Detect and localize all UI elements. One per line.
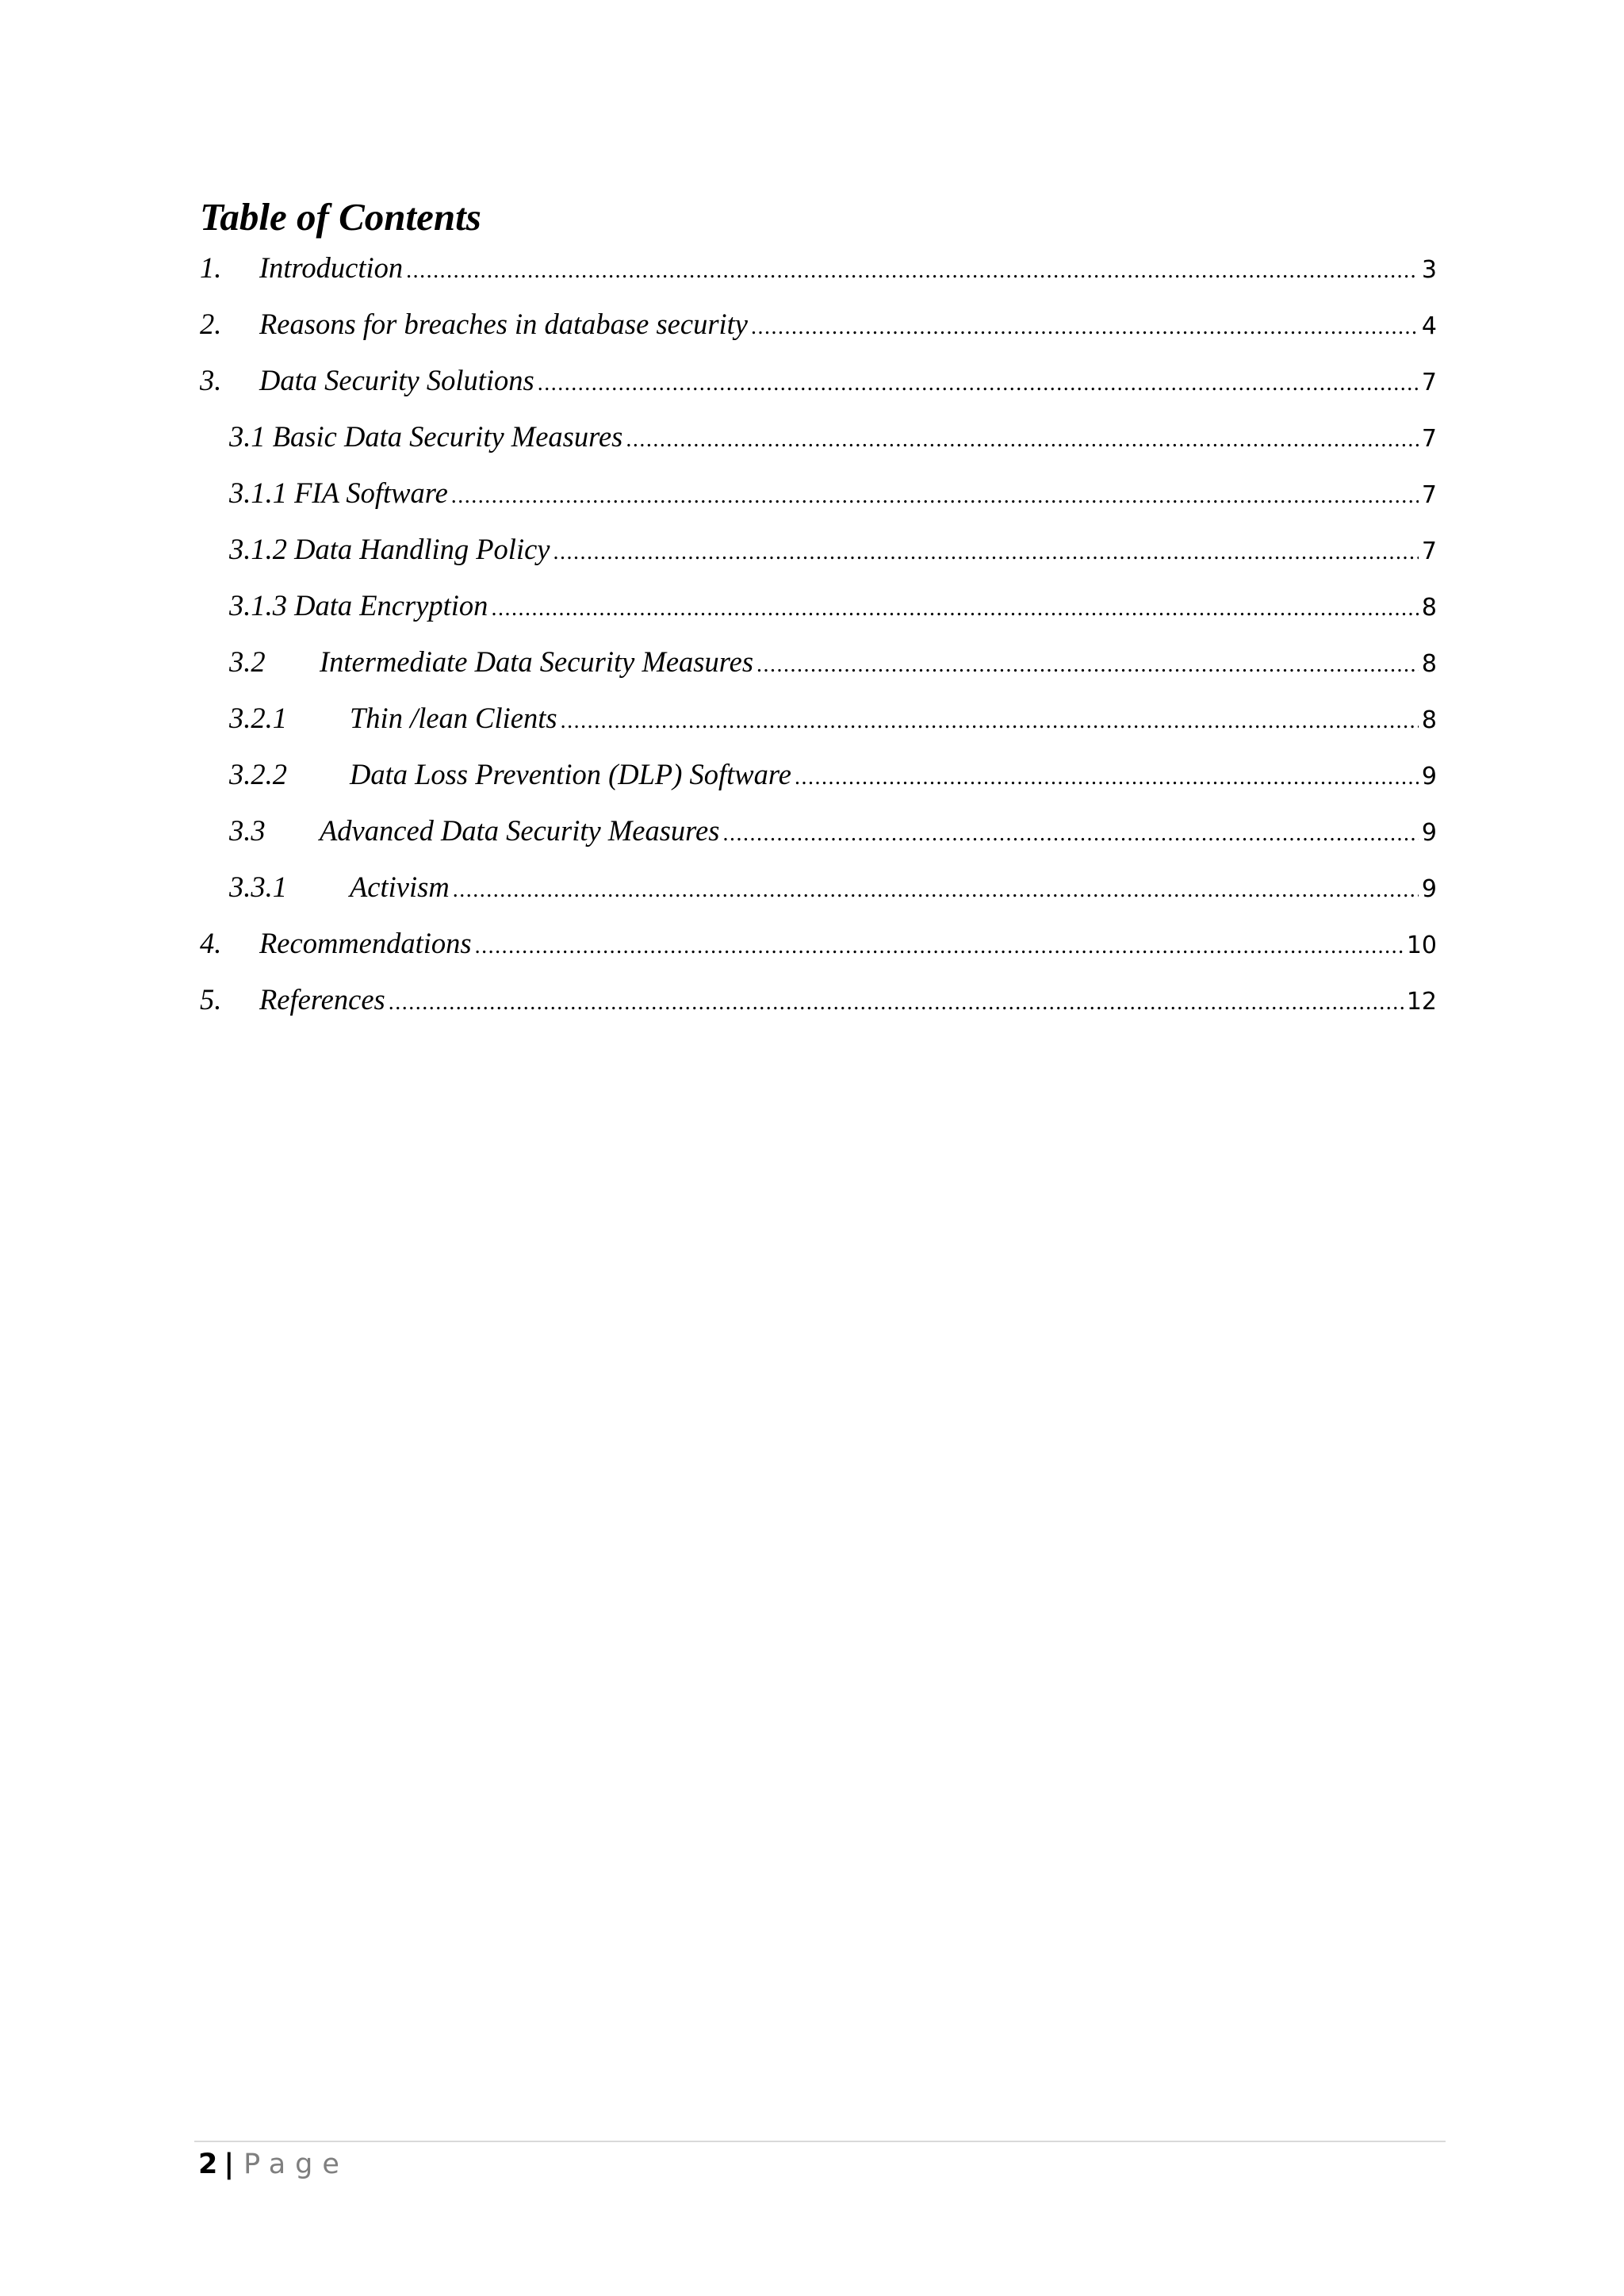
toc-heading: Table of Contents xyxy=(200,195,481,239)
footer-page-label: Page xyxy=(243,2149,349,2180)
dot-leader xyxy=(451,476,1419,517)
toc-entry-number: 1. xyxy=(200,251,222,284)
toc-entry-fia-software[interactable] xyxy=(200,473,1437,529)
footer-divider xyxy=(194,2141,1446,2142)
toc-entry-number: 5. xyxy=(200,983,222,1016)
toc-entry-number: 3.2.2 xyxy=(229,758,287,790)
toc-entry-number: 3.2.1 xyxy=(229,702,287,734)
toc-entry-introduction[interactable] xyxy=(200,247,1437,304)
toc-entry-title: 3.1 Basic Data Security Measures xyxy=(229,420,623,453)
toc-entry-page: 7 xyxy=(1421,369,1437,396)
dot-leader xyxy=(756,645,1419,686)
toc-entry-page: 8 xyxy=(1421,706,1437,734)
toc-entry-page: 8 xyxy=(1421,594,1437,622)
toc-entry-title: Data Loss Prevention (DLP) Software xyxy=(350,758,791,790)
dot-leader xyxy=(626,419,1419,461)
dot-leader xyxy=(453,870,1419,911)
toc-entry-title: Introduction xyxy=(259,251,404,284)
dot-leader xyxy=(406,251,1419,292)
toc-entry-data-handling-policy[interactable] xyxy=(200,529,1437,585)
toc-entry-page: 10 xyxy=(1406,932,1437,959)
toc-entry-page: 7 xyxy=(1421,538,1437,565)
page-footer xyxy=(198,2145,349,2183)
toc-entry-data-security-solutions[interactable] xyxy=(200,360,1437,416)
toc-entry-title: Thin /lean Clients xyxy=(350,702,557,734)
dot-leader xyxy=(722,813,1418,855)
toc-entry-page: 12 xyxy=(1406,988,1437,1016)
toc-entry-data-encryption[interactable] xyxy=(200,585,1437,641)
footer-separator: | xyxy=(224,2149,235,2180)
toc-entry-number: 3.3.1 xyxy=(229,871,287,903)
dot-leader xyxy=(751,307,1419,348)
toc-entry-page: 9 xyxy=(1421,763,1437,790)
toc-entry-page: 9 xyxy=(1421,875,1437,903)
toc-entry-page: 7 xyxy=(1421,481,1437,509)
toc-entry-references[interactable] xyxy=(200,979,1437,1035)
toc-entry-recommendations[interactable] xyxy=(200,923,1437,979)
toc-entry-page: 7 xyxy=(1421,425,1437,453)
toc-list xyxy=(200,247,1437,1035)
toc-entry-intermediate-measures[interactable] xyxy=(200,641,1437,698)
toc-entry-dlp-software[interactable] xyxy=(200,754,1437,810)
dot-leader xyxy=(538,363,1419,404)
dot-leader xyxy=(553,532,1419,573)
toc-entry-thin-lean-clients[interactable] xyxy=(200,698,1437,754)
toc-entry-activism[interactable] xyxy=(200,867,1437,923)
footer-page-number: 2 xyxy=(198,2149,218,2180)
toc-entry-title: 3.1.2 Data Handling Policy xyxy=(229,533,550,565)
dot-leader xyxy=(475,926,1404,967)
toc-entry-title: 3.1.3 Data Encryption xyxy=(229,589,488,622)
toc-entry-page: 9 xyxy=(1421,819,1437,847)
dot-leader xyxy=(491,588,1418,629)
toc-entry-title: Activism xyxy=(350,871,450,903)
dot-leader xyxy=(795,757,1419,798)
toc-entry-number: 2. xyxy=(200,308,222,340)
dot-leader xyxy=(389,982,1404,1024)
toc-entry-number: 3.2 xyxy=(229,645,266,678)
toc-entry-number: 3. xyxy=(200,364,222,396)
dot-leader xyxy=(561,701,1419,742)
toc-entry-page: 4 xyxy=(1421,312,1437,340)
toc-entry-reasons-for-breaches[interactable] xyxy=(200,304,1437,360)
toc-entry-number: 4. xyxy=(200,927,222,959)
toc-entry-title: Intermediate Data Security Measures xyxy=(320,645,754,678)
toc-entry-basic-measures[interactable] xyxy=(200,416,1437,473)
toc-entry-title: Recommendations xyxy=(259,927,472,959)
toc-entry-title: 3.1.1 FIA Software xyxy=(229,476,448,509)
toc-entry-title: Data Security Solutions xyxy=(259,364,534,396)
toc-entry-number: 3.3 xyxy=(229,814,266,847)
toc-entry-title: Reasons for breaches in database security xyxy=(259,308,749,340)
toc-entry-title: Advanced Data Security Measures xyxy=(320,814,720,847)
toc-entry-page: 8 xyxy=(1421,650,1437,678)
toc-entry-advanced-measures[interactable] xyxy=(200,810,1437,867)
toc-entry-page: 3 xyxy=(1421,256,1437,284)
toc-entry-title: References xyxy=(259,983,385,1016)
